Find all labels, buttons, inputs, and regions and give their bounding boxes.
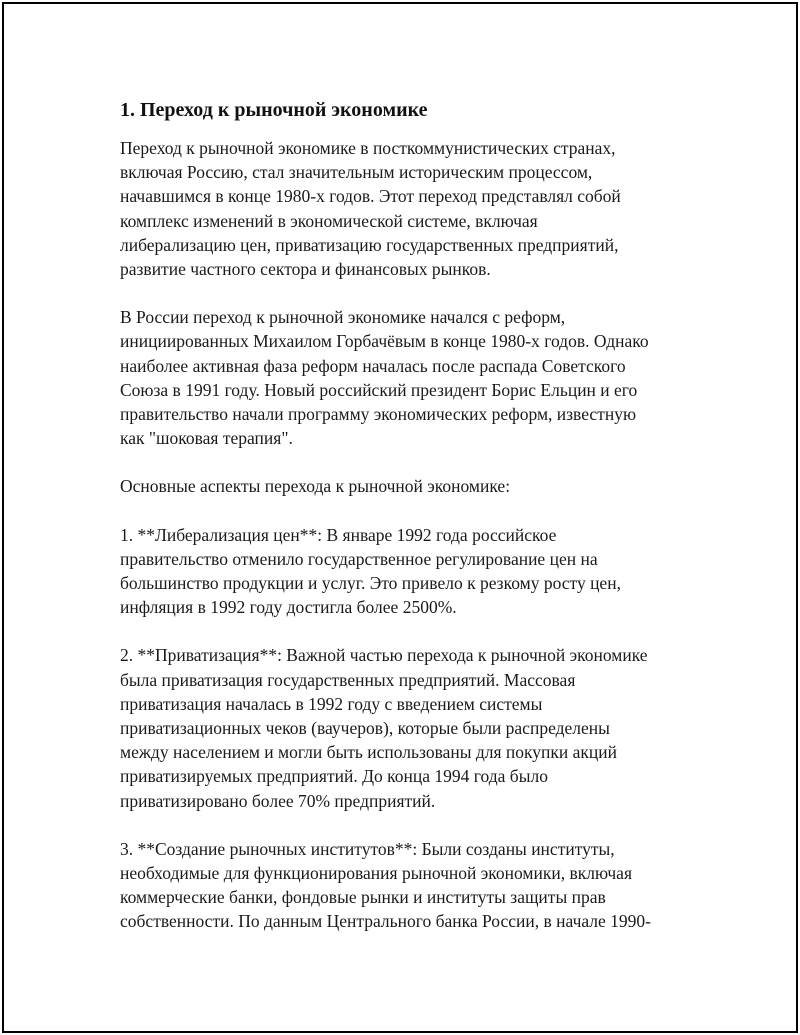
- document-page: [2, 2, 798, 1033]
- text-line: между населением и могли быть использованы для покупки акций: [120, 742, 618, 763]
- text-line: В России переход к рыночной экономике начался с реформ,: [120, 307, 566, 328]
- text-line: инфляция в 1992 году достигла более 2500%.: [120, 597, 457, 618]
- text-line: собственности. По данным Центрального банка России, в начале 1990-: [120, 911, 651, 932]
- text-line: коммерческие банки, фондовые рынки и институты защиты прав: [120, 887, 606, 908]
- text-line: 2. **Приватизация**: Важной частью перехода к рыночной экономике: [120, 645, 648, 666]
- section-heading: 1. Переход к рыночной экономике: [120, 99, 428, 121]
- text-line: развитие частного сектора и финансовых рынков.: [120, 259, 491, 280]
- text-line: 3. **Создание рыночных институтов**: Были созданы институты,: [120, 838, 615, 859]
- text-line: наиболее активная фаза реформ началась после распада Советского: [120, 355, 626, 376]
- text-line: приватизируемых предприятий. До конца 1994 года было: [120, 766, 548, 787]
- text-line: Основные аспекты перехода к рыночной экономике:: [120, 476, 511, 497]
- text-line: приватизационных чеков (ваучеров), которые были распределены: [120, 718, 610, 739]
- text-line: правительство начали программу экономических реформ, известную: [120, 404, 637, 425]
- text-line: Переход к рыночной экономике в посткоммунистических странах,: [120, 138, 616, 158]
- text-line: 1. **Либерализация цен**: В январе 1992 года российское: [120, 524, 557, 545]
- text-line: необходимые для функционирования рыночной экономики, включая: [120, 863, 633, 884]
- text-line: правительство отменило государственное регулирование цен на: [120, 548, 598, 569]
- list-item-market-institutions: [120, 837, 720, 934]
- text-line: Союза в 1991 году. Новый российский президент Борис Ельцин и его: [120, 379, 638, 400]
- paragraph-aspects-intro: [120, 474, 720, 498]
- text-line: приватизировано более 70% предприятий.: [120, 790, 436, 811]
- document-body: [120, 96, 720, 958]
- text-line: либерализацию цен, приватизацию государственных предприятий,: [120, 234, 619, 255]
- list-item-price-liberalization: [120, 523, 720, 620]
- text-line: была приватизация государственных предприятий. Массовая: [120, 669, 576, 690]
- text-line: большинство продукции и услуг. Это привело к резкому росту цен,: [120, 573, 621, 594]
- paragraph-russia-reforms: [120, 305, 720, 450]
- text-line: приватизация началась в 1992 году с введением системы: [120, 693, 543, 714]
- text-line: включая Россию, стал значительным историческим процессом,: [120, 162, 593, 183]
- list-item-privatization: [120, 643, 720, 812]
- text-line: комплекс изменений в экономической системе, включая: [120, 210, 538, 231]
- text-line: инициированных Михаилом Горбачёвым в конце 1980-х годов. Однако: [120, 331, 649, 352]
- paragraph-intro: [120, 136, 720, 281]
- text-line: начавшимся в конце 1980-х годов. Этот переход представлял собой: [120, 186, 621, 207]
- text-line: как "шоковая терапия".: [120, 428, 293, 449]
